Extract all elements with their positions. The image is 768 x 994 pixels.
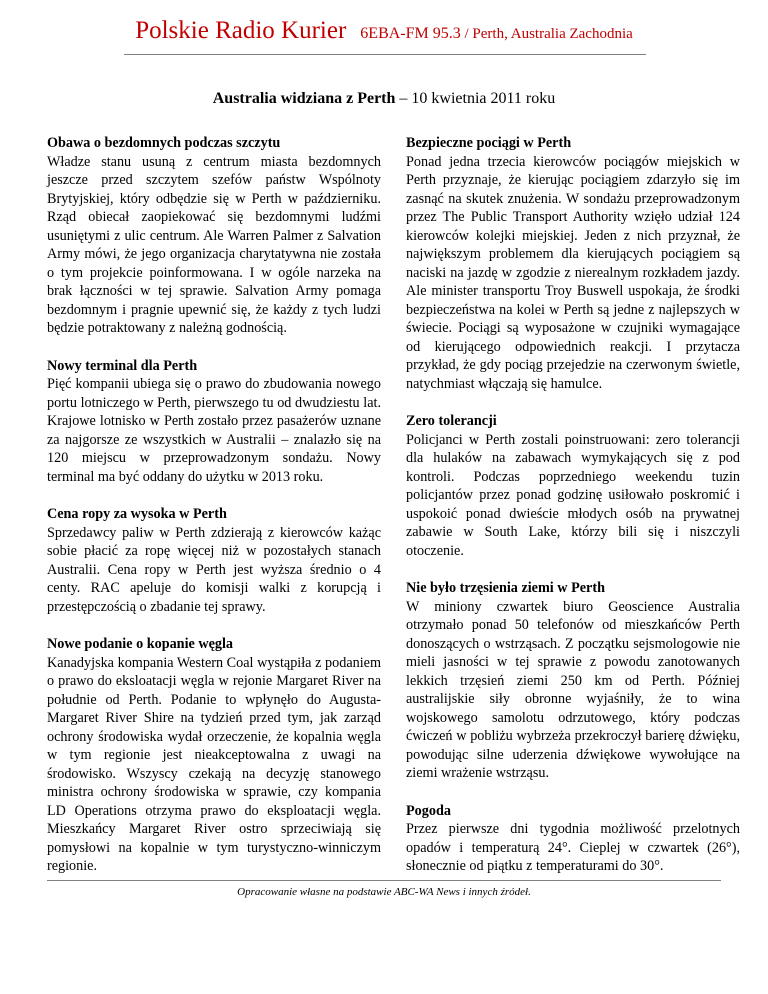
top-rule — [124, 54, 646, 55]
article-title: Nie było trzęsienia ziemi w Perth — [406, 580, 605, 596]
article-title: Obawa o bezdomnych podczas szczytu — [47, 135, 281, 151]
station-frequency: 6EBA-FM 95.3 — [360, 25, 461, 42]
station-name: Polskie Radio Kurier — [135, 17, 347, 44]
article-body: Kanadyjska kompania Western Coal wystąpiła z podaniem o prawo do eksloatacji węgla w rejonie Margaret River na południe od Perth. Podanie to wpłynęło do Augusta-Margaret River Shire na tydzień przed tym, jak zarząd ochrony środowiska wydał orzeczenie, że kopalnia węgla w tym regionie jest nieakceptowalna z uwagi na środowisko. Wszyscy czekają na decyzję stanowego ministra ochrony środowiska w sprawie, czy kompania LD Operations otrzyma prawo do eksploatacji węgla. Mieszkańcy Margaret River ostro sprzeciwiają się pomysłowi na kopalnie w tym turystyczno-winniczym regionie. — [47, 654, 381, 874]
left-column — [47, 134, 381, 895]
article-no-earthquake — [406, 579, 740, 783]
article-title: Pogoda — [406, 802, 451, 819]
article-title: Bezpieczne pociągi w Perth — [406, 135, 572, 151]
article-title: Nowy terminal dla Perth — [47, 357, 198, 374]
masthead — [0, 17, 768, 45]
article-body: Policjanci w Perth zostali poinstruowani: zero tolerancji dla hulaków na zabawach wymykających się z pod kontroli. Podczas poprzedniego weekendu tuzin policjantów przez ponad godzinę usiłowało poskromić i uspokoić ponad dwieście młodych osób na prywatnej zabawie w South Lake, którzy bili się i niszczyli otoczenie. — [406, 431, 740, 559]
article-title: Zero tolerancji — [406, 413, 497, 429]
article-weather — [406, 802, 740, 876]
dateline — [0, 90, 768, 108]
article-homeless — [47, 134, 381, 338]
station-location: / Perth, Australia Zachodnia — [460, 26, 633, 42]
article-train-safety — [406, 134, 740, 393]
article-body: Ponad jedna trzecia kierowców pociągów miejskich w Perth przyznaje, że kierując pociągiem zdarzyło się im zasnąć na skutek znużenia. W sondażu przeprowadzonym przez The Public Transport Authority wzięło udział 124 kierowców kolejki miejskiej. Jeden z nich przyznał, że największym problemem dla kierujących pociągiem są naciski na jazdę w zgodzie z nierealnym rozkładem jazdy. Ale minister transportu Troy Buswell uspokaja, że środki bezpieczeństwa na kolei w Perth są jedne z najlepszych w świecie. Pociągi są wyposażone w czujniki wymagające od kierującego odpowiednich reakcji. I przytacza przykład, że gdy pociąg przejedzie na czerwonym świetle, natychmiast włączają się hamulce. — [406, 153, 740, 392]
dateline-date: 10 kwietnia 2011 roku — [411, 90, 556, 107]
article-title: Cena ropy za wysoka w Perth — [47, 506, 227, 522]
dateline-heading: Australia widziana z Perth — [212, 90, 396, 107]
article-body: Przez pierwsze dni tygodnia możliwość przelotnych opadów i temperaturą 24°. Cieplej w czwartek (26°), słonecznie od piątku z temperaturami do 30°. — [406, 821, 740, 874]
dateline-separator: – — [395, 90, 412, 107]
article-body: Pięć kompanii ubiega się o prawo do zbudowania nowego portu lotniczego w Perth, pierwszego tu od dwudziestu lat. Krajowe lotnisko w Perth zostało przez pasażerów uznane za najgorsze ze wszystkich w Australii – znalazło się na 120 miejscu w przeprowadzonym sondażu. Nowy terminal ma być oddany do użytku w 2013 roku. — [47, 376, 381, 485]
footer-note: Opracowanie własne na podstawie ABC-WA News i innych źródeł. — [237, 886, 531, 898]
article-terminal — [47, 357, 381, 487]
article-fuel-prices — [47, 505, 381, 616]
article-body: Sprzedawcy paliw w Perth zdzierają z kierowców każąc sobie płacić za ropę więcej niż w pozostałych stanach Australii. Cena ropy w Perth jest wyższa średnio o 4 centy. RAC apeluje do komisji walki z korupcją i przestępczością o zbadanie tej sprawy. — [47, 524, 381, 615]
bottom-rule — [47, 880, 721, 881]
article-coal-mining — [47, 635, 381, 876]
article-title: Nowe podanie o kopanie węgla — [47, 636, 234, 652]
article-body: Władze stanu usuną z centrum miasta bezdomnych jeszcze przed szczytem szefów państw Wspólnoty Brytyjskiej, który odbędzie się w Perth w październiku. Rząd obiecał zaopiekować się bezdomnymi ludźmi usuniętymi z ulic centrum. Ale Warren Palmer z Salvation Army mówi, że jego organizacja charytatywna nie została o tym projekcie poinformowana. I w ogóle narzeka na brak łączności w tej sprawie. Salvation Army pomaga bezdomnym i pragnie upewnić się, że każdy z tych ludzi będzie potraktowany z należną godnością. — [47, 153, 381, 336]
article-zero-tolerance — [406, 412, 740, 560]
right-column — [406, 134, 740, 895]
article-body: W miniony czwartek biuro Geoscience Australia otrzymało ponad 50 telefonów od mieszkańców Perth donoszących o wstrząsach. Z początku sejsmologowie nie mieli jasności w tej sprawie z powodu zanotowanych lekkich trzęsień ziemi 250 km od Perth. Później australijskie siły obronne wyjaśniły, że to wina wojskowego samolotu odrzutowego, który podczas ćwiczeń w pobliżu wybrzeża przekroczył barierę dźwięku, powodując silne uderzenia dźwiękowe wywołujące na ziemi wrażenie wstrząsu. — [406, 598, 740, 781]
